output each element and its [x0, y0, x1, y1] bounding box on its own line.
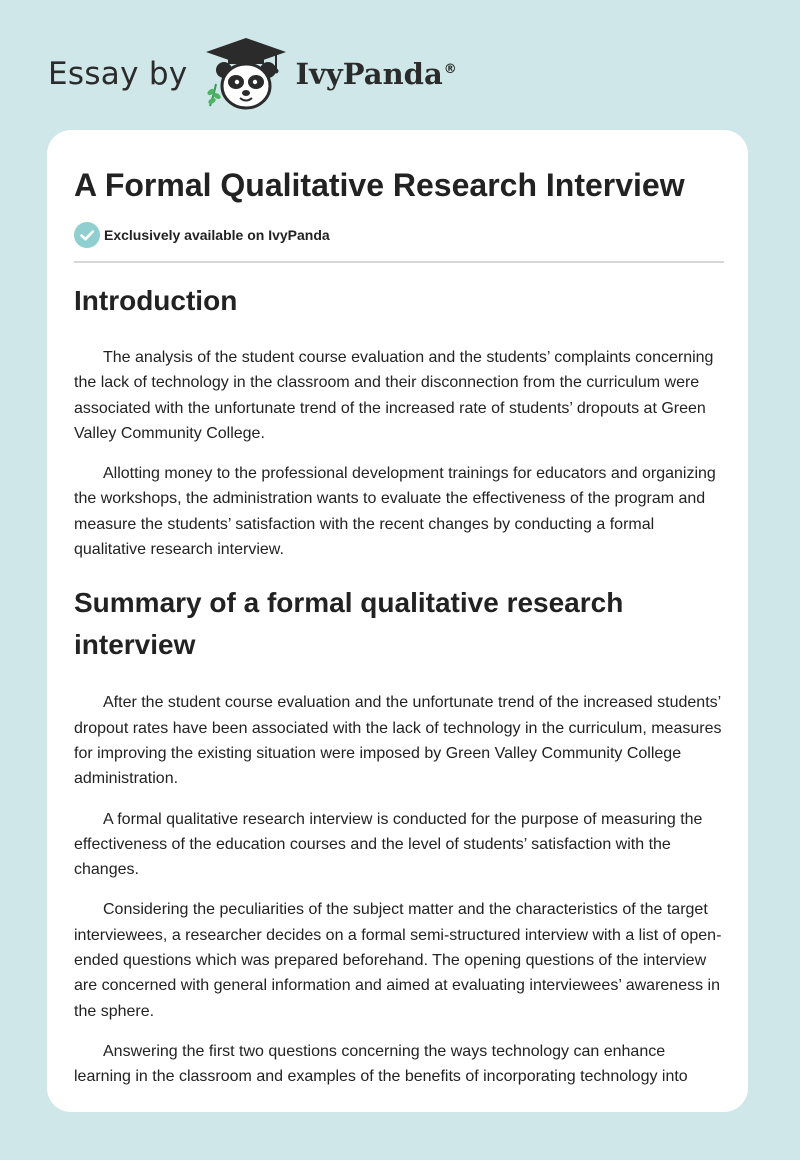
- registered-mark: ®: [443, 61, 457, 77]
- brand-header: [48, 36, 457, 112]
- brand-name: [295, 56, 457, 91]
- panda-logo-icon[interactable]: [202, 36, 290, 112]
- brand-name-text: IvyPanda: [295, 56, 443, 91]
- title-divider: [74, 261, 724, 263]
- check-circle-icon: [74, 222, 100, 248]
- essay-title: A Formal Qualitative Research Interview: [74, 167, 685, 203]
- section-heading-summary: Summary of a formal qualitative research interview: [74, 587, 624, 661]
- section-heading-introduction: Introduction: [74, 285, 238, 316]
- paragraph: Answering the first two questions concerning the ways technology can enhance learning in the classroom and examples of the benefits of incorporating technology into: [74, 1042, 688, 1086]
- exclusive-badge-label: Exclusively available on IvyPanda: [104, 227, 330, 243]
- essay-body: [74, 280, 724, 1090]
- paragraph: Considering the peculiarities of the subject matter and the characteristics of the target interviewees, a researcher decides on a formal semi-structured interview with a list of open-ended questions which was prepared beforehand. The opening questions of the interview are concerned with general information and aimed at evaluating interviewees’ awareness in the sphere.: [74, 901, 722, 1020]
- paragraph: Allotting money to the professional development trainings for educators and organizing the workshops, the administration wants to evaluate the effectiveness of the program and measure the students’ satisfaction with the recent changes by conducting a formal qualitative research interview.: [74, 465, 716, 559]
- paragraph: The analysis of the student course evaluation and the students’ complaints concerning the lack of technology in the classroom and their disconnection from the curriculum were associated with the unfortunate trend of the increased rate of students’ dropouts at Green Valley Community College.: [74, 349, 714, 442]
- essay-card: [47, 130, 748, 1112]
- paragraph: After the student course evaluation and the unfortunate trend of the increased students’ dropout rates have been associated with the lack of technology in the curriculum, measures for improving the existing situation were imposed by Green Valley Community College administration.: [74, 694, 722, 788]
- paragraph: A formal qualitative research interview is conducted for the purpose of measuring the effectiveness of the education courses and the level of students’ satisfaction with the changes.: [74, 810, 703, 879]
- brand-prefix: Essay by: [48, 55, 188, 92]
- exclusive-badge: [74, 222, 330, 248]
